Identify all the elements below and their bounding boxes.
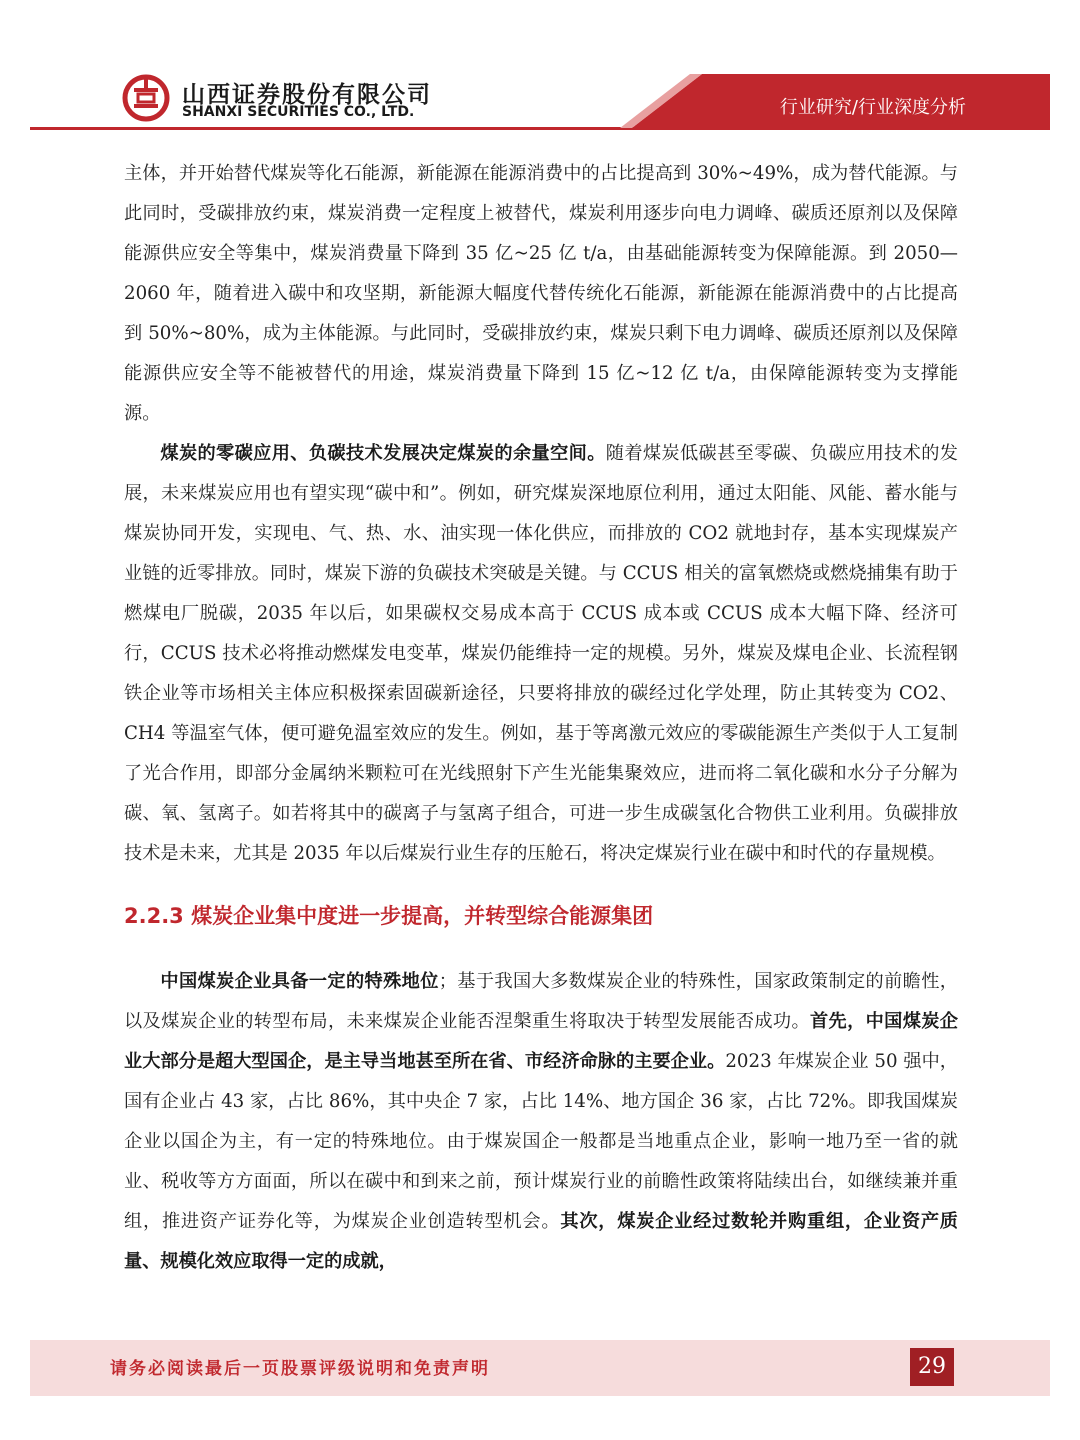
paragraph-3-emphasis-2: 其次，煤炭企业经过数轮并购重组，企业资产质量、规模化效应取得一定的成就，: [124, 1211, 958, 1272]
page-number: 29: [910, 1348, 954, 1386]
page-header: [0, 0, 1080, 140]
paragraph-3: [124, 962, 958, 1282]
company-name-en: SHANXI SECURITIES CO., LTD.: [182, 104, 415, 120]
page-footer: [30, 1340, 1050, 1396]
shanxi-securities-logo: [122, 74, 170, 122]
paragraph-2: [124, 434, 958, 874]
paragraph-2-lead: 煤炭的零碳应用、负碳技术发展决定煤炭的余量空间。: [160, 443, 606, 464]
paragraph-3-lead: 中国煤炭企业具备一定的特殊地位: [160, 971, 439, 992]
paragraph-1: 主体，并开始替代煤炭等化石能源，新能源在能源消费中的占比提高到 30%~49%，成为替代能源。与此同时，受碳排放约束，煤炭消费一定程度上被替代，煤炭利用逐步向电力调峰、碳质还原剂以及保障能源供应安全等集中，煤炭消费量下降到 35 亿~25 亿 t/a，由基础能源转变为保障能源。到 2050—2060 年，随着进入碳中和攻坚期，新能源大幅度代替传统化石能源，新能源在能源消费中的占比提高到 50%~80%，成为主体能源。与此同时，受碳排放约束，煤炭只剩下电力调峰、碳质还原剂以及保障能源供应安全等不能被替代的用途，煤炭消费量下降到 15 亿~12 亿 t/a，由保障能源转变为支撑能源。: [124, 163, 958, 424]
report-category-tag: 行业研究/行业深度分析: [779, 97, 966, 118]
disclaimer-notice: 请务必阅读最后一页股票评级说明和免责声明: [110, 1359, 490, 1379]
paragraph-2-text: 随着煤炭低碳甚至零碳、负碳应用技术的发展，未来煤炭应用也有望实现“碳中和”。例如，研究煤炭深地原位利用，通过太阳能、风能、蓄水能与煤炭协同开发，实现电、气、热、水、油实现一体化供应，而排放的 CO2 就地封存，基本实现煤炭产业链的近零排放。同时，煤炭下游的负碳技术突破是关键。与 CCUS 相关的富氧燃烧或燃烧捕集有助于燃煤电厂脱碳，2035 年以后，如果碳权交易成本高于 CCUS 成本或 CCUS 成本大幅下降、经济可行，CCUS 技术必将推动燃煤发电变革，煤炭仍能维持一定的规模。另外，煤炭及煤电企业、长流程钢铁企业等市场相关主体应积极探索固碳新途径，只要将排放的碳经过化学处理，防止其转变为 CO2、CH4 等温室气体，便可避免温室效应的发生。例如，基于等离激元效应的零碳能源生产类似于人工复制了光合作用，即部分金属纳米颗粒可在光线照射下产生光能集聚效应，进而将二氧化碳和水分子分解为碳、氧、氢离子。如若将其中的碳离子与氢离子组合，可进一步生成碳氢化合物供工业利用。负碳排放技术是未来，尤其是 2035 年以后煤炭行业生存的压舱石，将决定煤炭行业在碳中和时代的存量规模。: [124, 443, 958, 864]
paragraph-3-emphasis-1: 首先，中国煤炭企业大部分是超大型国企，是主导当地甚至所在省、市经济命脉的主要企业。: [124, 1011, 958, 1072]
report-body: [124, 154, 958, 1282]
company-name-cn: 山西证券股份有限公司: [182, 82, 432, 108]
paragraph-3-text-b: 2023 年煤炭企业 50 强中，国有企业占 43 家，占比 86%，其中央企 7 家，占比 14%、地方国企 36 家，占比 72%。即我国煤炭企业以国企为主，有一定的特殊地位。由于煤炭国企一般都是当地重点企业，影响一地乃至一省的就业、税收等方方面面，所以在碳中和到来之前，预计煤炭行业的前瞻性政策将陆续出台，如继续兼并重组，推进资产证券化等，为煤炭企业创造转型机会。: [124, 1051, 958, 1232]
paragraph-3-text-a: ；基于我国大多数煤炭企业的特殊性，国家政策制定的前瞻性，以及煤炭企业的转型布局，未来煤炭企业能否涅槃重生将取决于转型发展能否成功。: [124, 971, 958, 1032]
section-heading: 2.2.3 煤炭企业集中度进一步提高，并转型综合能源集团: [124, 904, 654, 928]
